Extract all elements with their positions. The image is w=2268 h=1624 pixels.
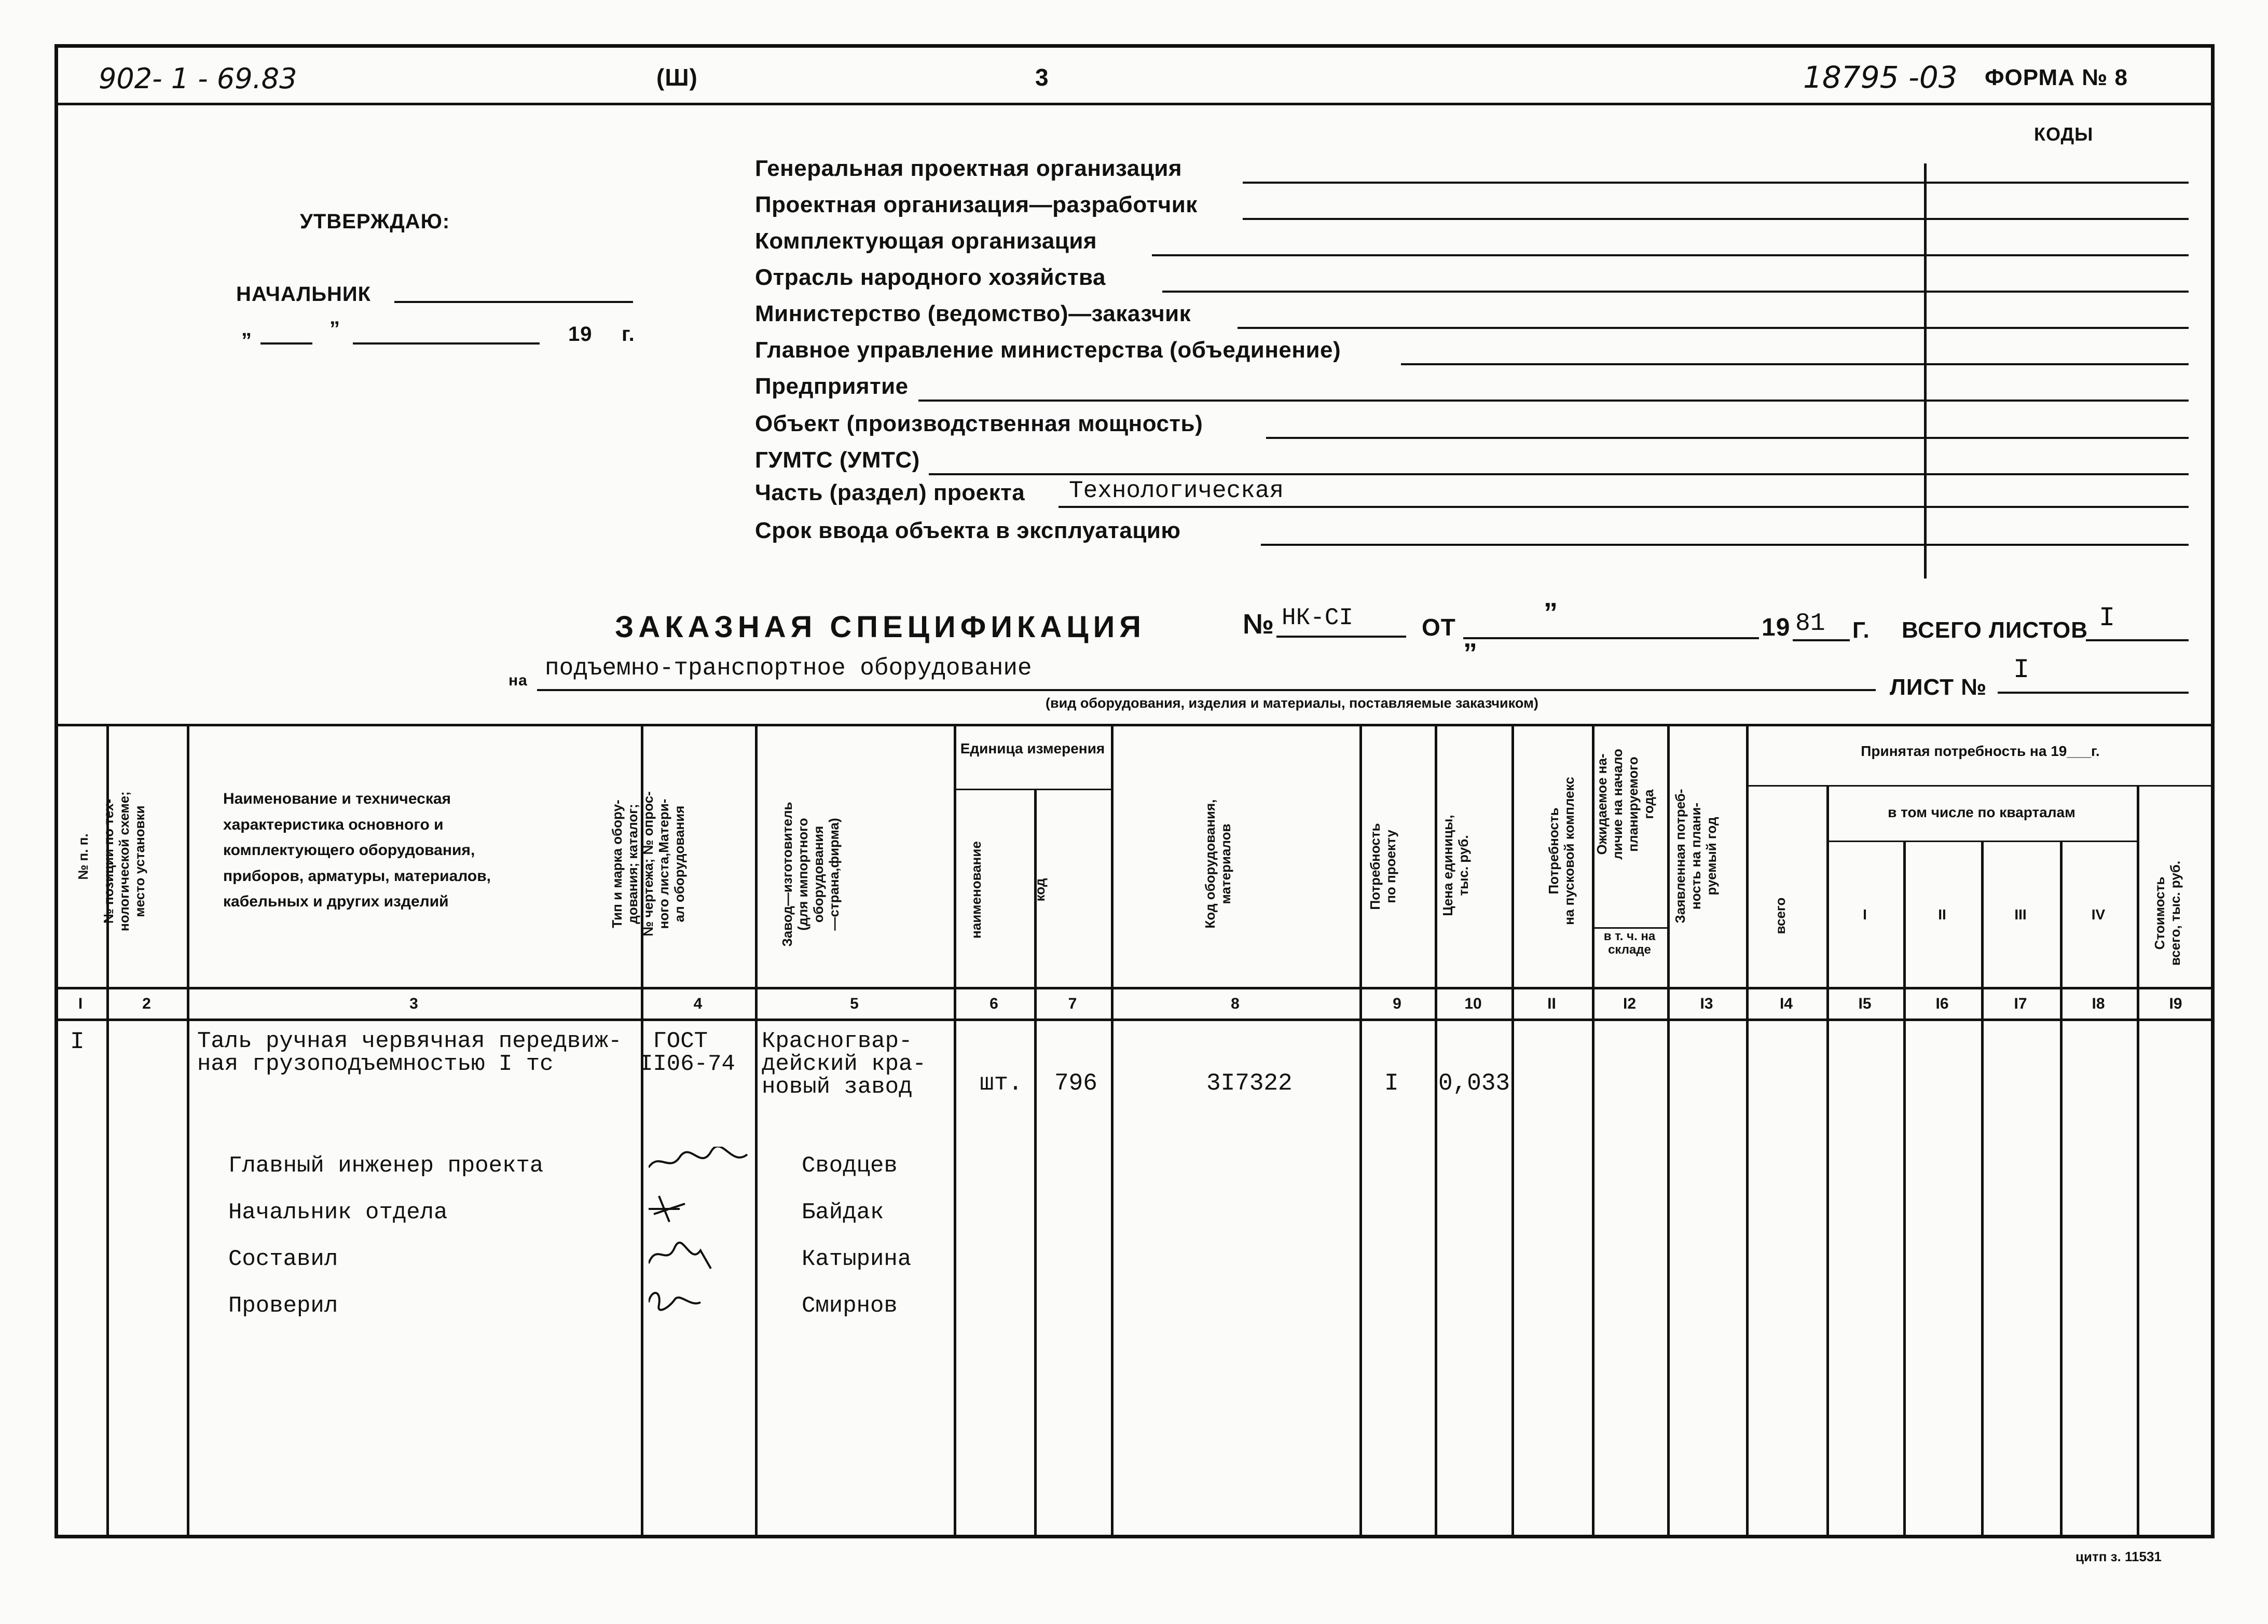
- date-month-line: [353, 342, 540, 345]
- spec-quote-2: ”: [1463, 638, 1478, 669]
- org-field-line: [918, 400, 1924, 402]
- signature-name: Смирнов: [802, 1293, 898, 1319]
- col-16-header: II: [1938, 906, 1946, 923]
- column-line: [1435, 724, 1437, 1538]
- registration-number: 18795 -03: [1803, 60, 1958, 95]
- col-13-header: Заявленная потреб- ность на плани- руемый год: [1672, 789, 1719, 924]
- org-field-label: Комплектующая организация: [755, 228, 1097, 254]
- org-field-line: [1243, 218, 1924, 220]
- form-number: ФОРМА № 8: [1985, 65, 2128, 90]
- org-field-code-line: [1926, 182, 2189, 184]
- spec-year-line: [1793, 639, 1850, 641]
- spec-quote-1: ”: [1544, 597, 1558, 628]
- spec-year-prefix: 19: [1762, 614, 1791, 641]
- column-line: [1111, 724, 1114, 1538]
- org-field-label: Объект (производственная мощность): [755, 411, 1203, 436]
- col-6-7-group-header: Единица измерения: [960, 740, 1105, 756]
- org-field-label: Проектная организация—разработчик: [755, 192, 1198, 217]
- spec-sheet-label: ЛИСТ №: [1890, 675, 1987, 700]
- org-field-code-line: [1926, 218, 2189, 220]
- col-14-header: всего: [1772, 897, 1788, 934]
- org-field-label: Генеральная проектная организация: [755, 156, 1183, 181]
- org-field-line: [1162, 291, 1924, 293]
- column-line: [1903, 841, 1906, 1538]
- org-field-code-line: [1926, 291, 2189, 293]
- row-1-position: I: [70, 1028, 85, 1055]
- spec-total-line: [2086, 639, 2189, 641]
- col-10-header: Цена единицы, тыс. руб.: [1440, 815, 1471, 916]
- stock-sub-line: [1592, 927, 1667, 929]
- org-field-line: [1059, 506, 1924, 508]
- row-1-equipment-code: 3I7322: [1206, 1070, 1293, 1097]
- org-field-line: [1401, 363, 1924, 365]
- col-8-header: Код оборудования, материалов: [1202, 799, 1233, 929]
- year-suffix: г.: [622, 323, 635, 346]
- org-field-label: ГУМТС (УМТС): [755, 447, 920, 473]
- org-field-label: Предприятие: [755, 374, 909, 399]
- org-field-code-line: [1926, 363, 2189, 365]
- column-number: I6: [1935, 995, 1949, 1012]
- column-number: I2: [1623, 995, 1637, 1012]
- col-18-header: IV: [2091, 906, 2106, 923]
- part-mark: (Ш): [656, 64, 698, 91]
- signature-role: Начальник отдела: [228, 1200, 448, 1226]
- org-field-line: [1266, 437, 1924, 439]
- org-field-label: Срок ввода объекта в эксплуатацию: [755, 518, 1181, 543]
- spec-sheet-value: I: [2013, 655, 2030, 685]
- spec-for-value: подъемно-транспортное оборудование: [545, 655, 1032, 682]
- signature-name: Сводцев: [802, 1153, 898, 1179]
- org-field-label: Главное управление министерства (объединение): [755, 337, 1341, 363]
- spec-for-label: на: [508, 672, 528, 689]
- org-field-line: [1238, 327, 1924, 329]
- org-field-code-line: [1926, 544, 2189, 546]
- row-1-unit-name: шт.: [980, 1070, 1023, 1097]
- col-2-header: № позиции по тех- нологической схеме; место установки: [101, 791, 147, 931]
- chief-signature-line: [394, 301, 633, 303]
- spec-title: ЗАКАЗНАЯ СПЕЦИФИКАЦИЯ: [615, 610, 1146, 644]
- org-field-code-line: [1926, 473, 2189, 475]
- unit-group-line: [954, 789, 1111, 790]
- column-number: 5: [850, 995, 859, 1012]
- column-number: 6: [989, 995, 998, 1012]
- col-11-header: Потребность на пусковой комплекс: [1546, 777, 1577, 925]
- org-field-code-line: [1926, 437, 2189, 439]
- column-line: [1826, 785, 1829, 1538]
- col-19-header: Стоимость всего, тыс. руб.: [2152, 860, 2183, 966]
- col-5-header: Завод—изготовитель (для импортного оборудования —страна,фирма): [779, 802, 842, 947]
- doc-code: 902- 1 - 69.83: [99, 62, 297, 95]
- codes-divider: [1924, 163, 1927, 579]
- org-field-code-line: [1926, 506, 2189, 508]
- column-number: 9: [1393, 995, 1401, 1012]
- spec-from-label: ОТ: [1422, 614, 1456, 641]
- column-line: [1981, 841, 1984, 1538]
- spec-total-value: I: [2099, 603, 2115, 634]
- row-1-type: ГОСТ II06-74: [639, 1028, 735, 1077]
- signature-name: Катырина: [802, 1246, 912, 1272]
- row-1-unit-code: 796: [1054, 1070, 1097, 1097]
- table-header-bottom: [54, 987, 2215, 989]
- spec-total-label: ВСЕГО ЛИСТОВ: [1902, 617, 2088, 643]
- column-number: 8: [1231, 995, 1240, 1012]
- column-number: 2: [142, 995, 151, 1012]
- org-field-code-line: [1926, 400, 2189, 402]
- handwritten-signature: [649, 1240, 752, 1276]
- org-field-value[interactable]: Технологическая: [1069, 477, 1284, 504]
- row-1-need: I: [1384, 1070, 1399, 1097]
- spec-no-line: [1276, 636, 1406, 638]
- column-line: [2137, 785, 2139, 1538]
- col-12-sub-header: в т. ч. на складе: [1603, 929, 1656, 957]
- col-12-header: Ожидаемое на- личие на начало планируемого года: [1594, 749, 1656, 860]
- col-9-header: Потребность по проекту: [1367, 823, 1398, 910]
- column-line: [954, 724, 956, 1538]
- column-number: I5: [1858, 995, 1872, 1012]
- column-line: [2060, 841, 2063, 1538]
- column-line: [1746, 724, 1749, 1538]
- spec-no-value: НК-CI: [1282, 604, 1354, 631]
- handwritten-signature: [649, 1147, 752, 1183]
- row-1-maker: Красногвар- дейский кра- новый завод: [762, 1028, 926, 1100]
- spec-for-line: [537, 689, 1876, 691]
- column-number: I3: [1700, 995, 1713, 1012]
- col-14-19-group-header: Принятая потребность на 19___г.: [1861, 743, 2100, 759]
- column-line: [1511, 724, 1514, 1538]
- accepted-group-line: [1746, 785, 2215, 787]
- org-field-line: [1152, 254, 1924, 256]
- column-number: 10: [1464, 995, 1482, 1012]
- date-quote-close: ”: [329, 318, 340, 340]
- signature-role: Главный инженер проекта: [228, 1153, 544, 1179]
- spec-hint: (вид оборудования, изделия и материалы, поставляемые заказчиком): [1046, 695, 1538, 711]
- row-1-name: Таль ручная червячная передвиж- ная грузоподъемностью I тс: [197, 1028, 622, 1077]
- column-number: I4: [1779, 995, 1793, 1012]
- date-quote-open: „: [241, 318, 252, 340]
- col-3-header: Наименование и техническая характеристика основного и комплектующего оборудования, приборов, арматуры, материалов, кабельных и других изделий: [223, 790, 491, 910]
- spec-sheet-line: [1998, 692, 2189, 694]
- org-field-line: [1261, 544, 1924, 546]
- column-number: 7: [1068, 995, 1077, 1012]
- spec-date-line: [1463, 637, 1759, 639]
- page-number: 3: [1035, 64, 1049, 91]
- column-line: [755, 724, 758, 1538]
- col-15-18-group-header: в том числе по кварталам: [1888, 804, 2075, 820]
- approve-label: УТВЕРЖДАЮ:: [300, 210, 450, 233]
- col-4-header: Тип и марка обору- дования; каталог; № чертежа; № опрос- ного листа,Матери- ал оборудования: [609, 791, 687, 937]
- org-field-code-line: [1926, 254, 2189, 256]
- signature-role: Составил: [228, 1246, 338, 1272]
- org-field-label: Часть (раздел) проекта: [755, 480, 1025, 505]
- org-field-code-line: [1926, 327, 2189, 329]
- col-1-header: № п. п.: [75, 833, 91, 880]
- date-day-line: [260, 342, 312, 345]
- column-line: [1667, 724, 1670, 1538]
- spec-year-suffix: Г.: [1852, 617, 1870, 643]
- handwritten-signature: [649, 1287, 752, 1323]
- chief-label: НАЧАЛЬНИК: [236, 283, 372, 306]
- year-prefix: 19: [568, 323, 593, 346]
- org-field-line: [929, 473, 1924, 475]
- codes-label: КОДЫ: [2034, 123, 2094, 145]
- footer-stamp: цитп з. 11531: [2075, 1549, 2162, 1564]
- spec-year-value: 81: [1795, 610, 1825, 638]
- column-line: [187, 724, 189, 1538]
- table-top-line: [54, 724, 2215, 726]
- spec-no-label: №: [1243, 609, 1275, 640]
- col-17-header: III: [2014, 906, 2027, 923]
- row-1-price: 0,033: [1438, 1070, 1510, 1097]
- column-number: I8: [2092, 995, 2105, 1012]
- handwritten-signature: [649, 1193, 752, 1230]
- column-number: I9: [2169, 995, 2182, 1012]
- column-number: I7: [2014, 995, 2027, 1012]
- column-number: 4: [693, 995, 703, 1012]
- column-line: [1359, 724, 1362, 1538]
- org-field-line: [1243, 182, 1924, 184]
- org-field-label: Министерство (ведомство)—заказчик: [755, 301, 1191, 326]
- col-15-header: I: [1863, 906, 1867, 923]
- column-number: II: [1547, 995, 1556, 1012]
- signature-role: Проверил: [228, 1293, 338, 1319]
- col-7-header: код: [1032, 878, 1048, 902]
- org-field-label: Отрасль народного хозяйства: [755, 265, 1106, 290]
- header-divider: [54, 103, 2215, 105]
- col-6-header: наименование: [968, 841, 984, 939]
- column-number: I: [78, 995, 83, 1012]
- table-numbers-bottom: [54, 1019, 2215, 1021]
- column-number: 3: [409, 995, 418, 1012]
- signature-name: Байдак: [802, 1200, 884, 1226]
